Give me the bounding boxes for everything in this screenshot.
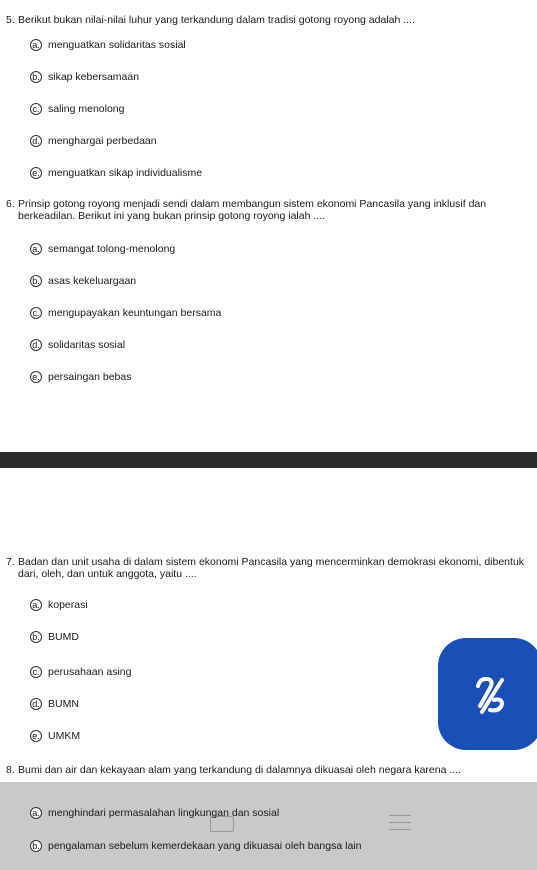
- option-letter: e.: [30, 167, 42, 179]
- option-6a[interactable]: [30, 242, 175, 256]
- option-text: menguatkan sikap individualisme: [48, 167, 203, 179]
- option-letter: b.: [30, 840, 42, 852]
- option-8b[interactable]: [30, 839, 361, 853]
- question-text: Bumi dan air dan kekayaan alam yang terkandung di dalamnya dikuasai oleh negara karena ....: [18, 764, 462, 776]
- option-letter: e.: [30, 371, 42, 383]
- option-text: mengupayakan keuntungan bersama: [48, 307, 222, 319]
- question-6: [6, 198, 526, 222]
- option-5c[interactable]: [30, 102, 124, 116]
- edit-scan-icon: [468, 672, 512, 716]
- option-text: BUMD: [48, 631, 79, 643]
- option-7c[interactable]: [30, 665, 131, 679]
- option-6c[interactable]: [30, 306, 221, 320]
- menu-icon[interactable]: [389, 815, 411, 836]
- option-text: asas kekeluargaan: [48, 275, 137, 287]
- option-letter: b.: [30, 631, 42, 643]
- option-letter: a.: [30, 807, 42, 819]
- option-letter: a.: [30, 243, 42, 255]
- option-5b[interactable]: [30, 70, 139, 84]
- option-7e[interactable]: [30, 729, 80, 743]
- option-text: perusahaan asing: [48, 666, 132, 678]
- option-letter: d.: [30, 135, 42, 147]
- option-letter: b.: [30, 71, 42, 83]
- option-text: menghargai perbedaan: [48, 135, 157, 147]
- option-6d[interactable]: [30, 338, 125, 352]
- option-letter: d.: [30, 698, 42, 710]
- option-letter: a.: [30, 599, 42, 611]
- question-number: 5.: [6, 14, 15, 26]
- option-8a[interactable]: [30, 806, 279, 820]
- option-5d[interactable]: [30, 134, 157, 148]
- option-text: UMKM: [48, 730, 81, 742]
- question-7: [6, 556, 526, 580]
- option-text: pengalaman sebelum kemerdekaan yang dikuasai oleh bangsa lain: [48, 840, 362, 852]
- option-6b[interactable]: [30, 274, 136, 288]
- option-letter: e.: [30, 730, 42, 742]
- option-5e[interactable]: [30, 166, 202, 180]
- edit-fab-button[interactable]: [438, 638, 537, 750]
- option-text: saling menolong: [48, 103, 125, 115]
- option-text: BUMN: [48, 698, 79, 710]
- option-letter: c.: [30, 103, 42, 115]
- option-letter: c.: [30, 307, 42, 319]
- question-text: Prinsip gotong royong menjadi sendi dalam membangun sistem ekonomi Pancasila yang inklusif dan berkeadilan. Berikut ini yang bukan prinsip gotong royong ialah ....: [18, 198, 487, 222]
- option-7b[interactable]: [30, 630, 79, 644]
- option-6e[interactable]: [30, 370, 131, 384]
- page-divider: [0, 452, 537, 468]
- option-text: menguatkan solidaritas sosial: [48, 39, 186, 51]
- option-text: solidaritas sosial: [48, 339, 126, 351]
- question-8: [6, 764, 526, 776]
- option-7d[interactable]: [30, 697, 79, 711]
- option-letter: a.: [30, 39, 42, 51]
- bottom-overlay-bar: [0, 782, 537, 870]
- question-number: 6.: [6, 198, 15, 210]
- question-number: 8.: [6, 764, 15, 776]
- option-letter: d.: [30, 339, 42, 351]
- option-7a[interactable]: [30, 598, 88, 612]
- question-5: [6, 14, 526, 26]
- option-letter: c.: [30, 666, 42, 678]
- question-text: Berikut bukan nilai-nilai luhur yang terkandung dalam tradisi gotong royong adalah ....: [18, 14, 415, 26]
- option-letter: b.: [30, 275, 42, 287]
- option-text: persaingan bebas: [48, 371, 132, 383]
- option-text: semangat tolong-menolong: [48, 243, 176, 255]
- option-text: koperasi: [48, 599, 88, 611]
- option-text: menghindari permasalahan lingkungan dan sosial: [48, 807, 280, 819]
- question-text: Badan dan unit usaha di dalam sistem ekonomi Pancasila yang mencerminkan demokrasi ekonomi, dibentuk dari, oleh, dan untuk anggota, yaitu ....: [18, 556, 525, 580]
- option-5a[interactable]: [30, 38, 186, 52]
- question-number: 7.: [6, 556, 15, 568]
- option-text: sikap kebersamaan: [48, 71, 140, 83]
